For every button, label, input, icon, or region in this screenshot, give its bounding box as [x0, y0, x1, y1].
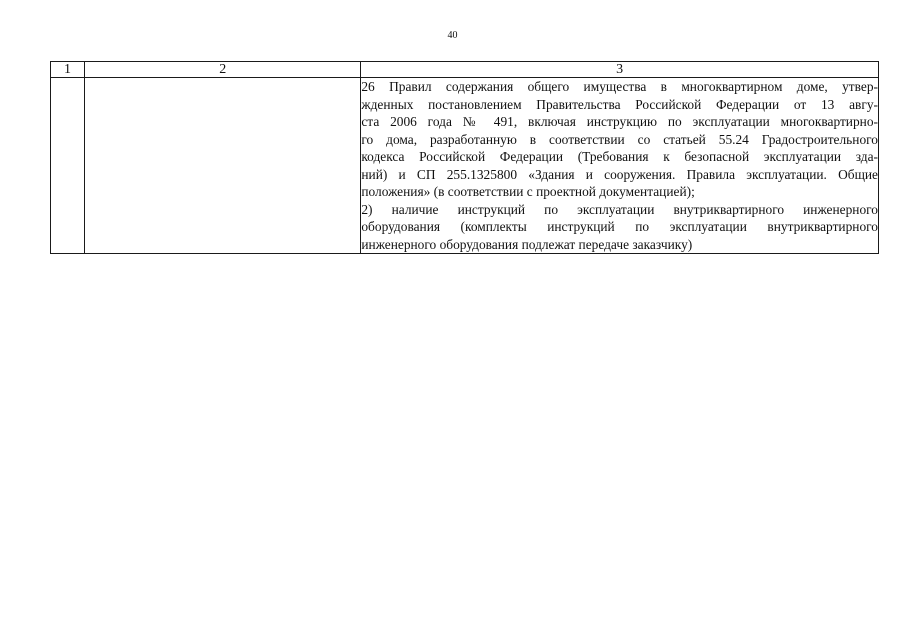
text-line: ста 2006 года № 491, включая инструкцию по эксплуатации многоквартирно- [361, 114, 878, 129]
text-line: положения» (в соответствии с проектной документацией); [361, 184, 695, 199]
column-header-3: 3 [361, 62, 879, 78]
text-line: жденных постановлением Правительства Российской Федерации от 13 авгу- [361, 96, 878, 112]
text-line: оборудования (комплекты инструкций по эксплуатации внутриквартирного [361, 219, 878, 234]
cell-column-2 [85, 78, 361, 254]
text-line: 2) наличие инструкций по эксплуатации внутриквартирного инженерного [361, 201, 878, 217]
table-header-row [51, 62, 879, 78]
page-number: 40 [447, 30, 458, 41]
text-line: го дома, разработанную в соответствии со статьей 55.24 Градостроительного [361, 131, 878, 147]
cell-column-1 [51, 78, 85, 254]
column-header-1: 1 [51, 62, 85, 78]
column-header-2: 2 [85, 62, 361, 78]
text-line: кодекса Российской Федерации (Требования к безопасной эксплуатации зда- [361, 149, 878, 164]
text-line: ний) и СП 255.1325800 «Здания и сооружения. Правила эксплуатации. Общие [361, 166, 878, 182]
cell-column-3 [361, 78, 879, 254]
document-table [50, 61, 879, 254]
text-line: инженерного оборудования подлежат передаче заказчику) [361, 236, 693, 252]
text-line: 26 Правил содержания общего имущества в многоквартирном доме, утвер- [361, 79, 878, 94]
table-row [51, 78, 879, 254]
